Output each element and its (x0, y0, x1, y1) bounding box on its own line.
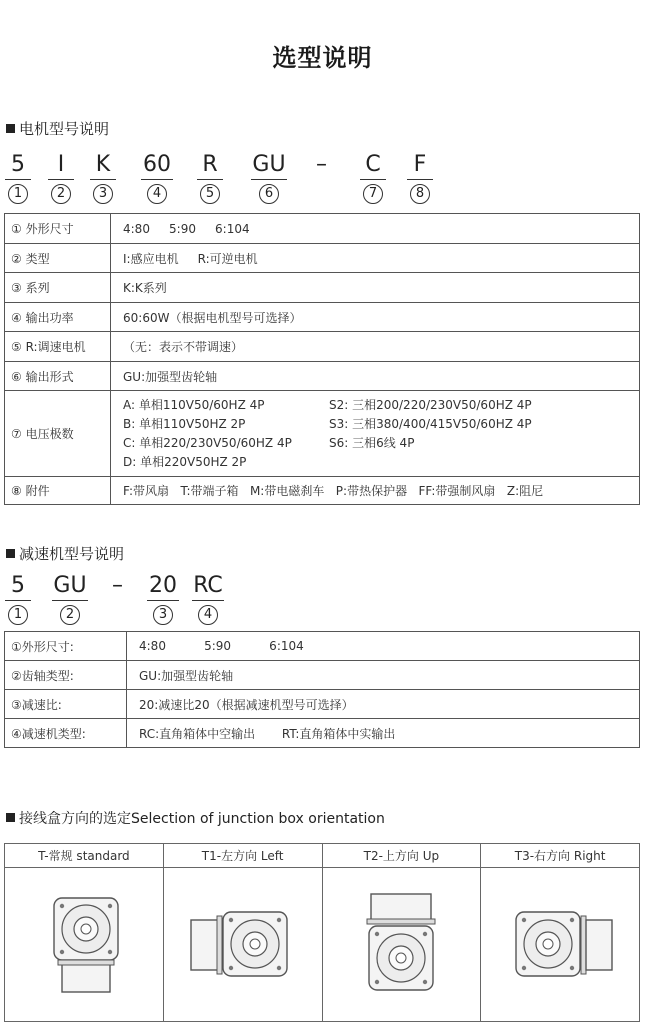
motor-code-part: GU 6 (249, 153, 289, 204)
spec-key: ③减速比: (5, 690, 127, 719)
spec-value: GU:加强型齿轮轴 (111, 362, 640, 391)
motor-code-part: R 5 (195, 153, 225, 204)
orientation-image-cell (163, 868, 322, 1022)
table-row (5, 632, 640, 661)
spec-key: ④ 输出功率 (5, 303, 111, 332)
reducer-code-dash: – (112, 573, 123, 598)
table-row (5, 477, 640, 505)
spec-key: ⑤ R:调速电机 (5, 332, 111, 362)
spec-key: ⑧ 附件 (5, 477, 111, 505)
motor-section-heading (6, 118, 109, 139)
orientation-header: T-常规 standard (5, 844, 164, 868)
voltage-option: A: 单相110V50/60HZ 4P (123, 397, 265, 412)
motor-code-part: 5 1 (3, 153, 33, 204)
voltage-option: S2: 三相200/220/230V50/60HZ 4P (329, 397, 532, 412)
orientation-header: T1-左方向 Left (163, 844, 322, 868)
square-bullet-icon (6, 124, 15, 133)
spec-value: I:感应电机 R:可逆电机 (111, 244, 640, 273)
table-row (5, 303, 640, 332)
voltage-option (329, 454, 633, 471)
reducer-code-part: 20 3 (145, 574, 181, 625)
table-row (5, 844, 640, 868)
motor-heading-text: 电机型号说明 (19, 120, 110, 138)
voltage-option: S3: 三相380/400/415V50/60HZ 4P (329, 416, 532, 431)
table-row (5, 868, 640, 1022)
table-row (5, 719, 640, 748)
page-title: 选型说明 (272, 44, 373, 72)
orientation-image-cell (481, 868, 640, 1022)
spec-key: ⑥ 输出形式 (5, 362, 111, 391)
motor-code-part: 60 4 (139, 153, 175, 204)
orientation-heading-text: 接线盒方向的选定Selection of junction box orientation (19, 811, 385, 827)
spec-value: K:K系列 (111, 273, 640, 303)
motor-junction-box-right-icon (500, 890, 620, 1000)
spec-value-voltage (111, 391, 640, 477)
orientation-table (4, 843, 640, 1022)
spec-value: F:带风扇 T:带端子箱 M:带电磁刹车 P:带热保护器 FF:带强制风扇 Z:阻尼 (111, 477, 640, 505)
motor-code-part: K 3 (88, 153, 118, 204)
motor-junction-box-left-icon (183, 890, 303, 1000)
table-row (5, 391, 640, 477)
motor-spec-table (4, 213, 640, 505)
motor-code-part: I 2 (46, 153, 76, 204)
orientation-header: T2-上方向 Up (322, 844, 481, 868)
square-bullet-icon (6, 549, 15, 558)
reducer-heading-text: 减速机型号说明 (19, 545, 125, 563)
square-bullet-icon (6, 813, 15, 822)
spec-value: RC:直角箱体中空输出 RT:直角箱体中实输出 (127, 719, 640, 748)
table-row (5, 661, 640, 690)
reducer-spec-table (4, 631, 640, 748)
spec-value: 60:60W（根据电机型号可选择） (111, 303, 640, 332)
motor-code-part: F 8 (405, 153, 435, 204)
table-row (5, 214, 640, 244)
orientation-image-cell (322, 868, 481, 1022)
reducer-code-part: RC 4 (190, 574, 226, 625)
motor-code-dash: – (316, 152, 327, 177)
spec-key: ②齿轴类型: (5, 661, 127, 690)
motor-junction-box-bottom-icon (24, 890, 144, 1000)
spec-value: （无：表示不带调速） (111, 332, 640, 362)
spec-value: 4:80 5:90 6:104 (127, 632, 640, 661)
table-row (5, 273, 640, 303)
spec-value: GU:加强型齿轮轴 (127, 661, 640, 690)
motor-junction-box-top-icon (341, 890, 461, 1000)
reducer-code-part: GU 2 (50, 574, 90, 625)
spec-key: ③ 系列 (5, 273, 111, 303)
voltage-option: D: 单相220V50HZ 2P (123, 454, 247, 469)
voltage-option: S6: 三相6线 4P (329, 435, 415, 450)
table-row (5, 244, 640, 273)
voltage-option: C: 单相220/230V50/60HZ 4P (123, 435, 292, 450)
spec-key: ④减速机类型: (5, 719, 127, 748)
orientation-header: T3-右方向 Right (481, 844, 640, 868)
table-row (5, 362, 640, 391)
table-row (5, 332, 640, 362)
spec-value: 4:80 5:90 6:104 (111, 214, 640, 244)
reducer-code-part: 5 1 (3, 574, 33, 625)
spec-key: ⑦ 电压极数 (5, 391, 111, 477)
spec-value: 20:减速比20（根据减速机型号可选择） (127, 690, 640, 719)
spec-key: ①外形尺寸: (5, 632, 127, 661)
voltage-option: B: 单相110V50HZ 2P (123, 416, 246, 431)
motor-code-part: C 7 (358, 153, 388, 204)
spec-key: ② 类型 (5, 244, 111, 273)
orientation-section-heading (6, 808, 385, 828)
table-row (5, 690, 640, 719)
reducer-section-heading (6, 543, 124, 564)
spec-key: ① 外形尺寸 (5, 214, 111, 244)
orientation-image-cell (5, 868, 164, 1022)
